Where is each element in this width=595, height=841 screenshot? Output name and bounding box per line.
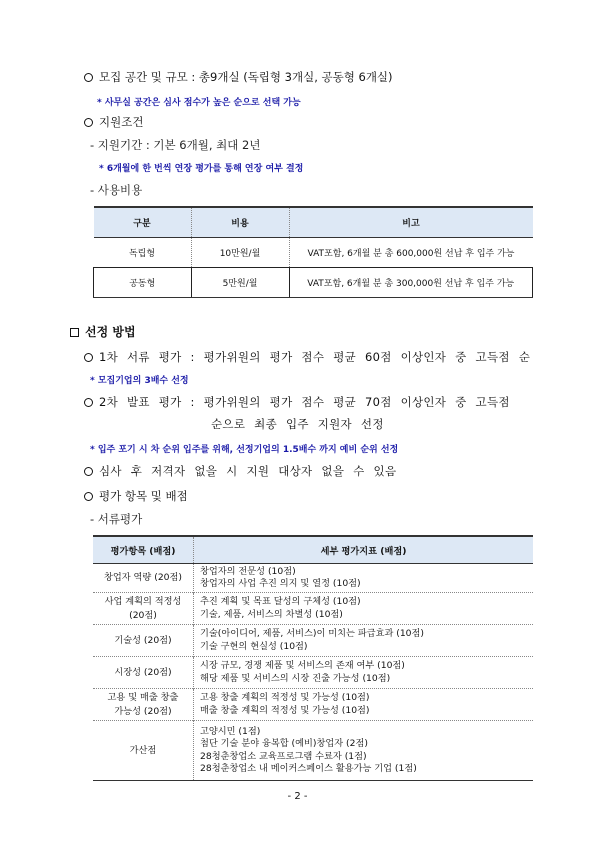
table-row xyxy=(94,238,533,268)
eval-category: 가산점 xyxy=(93,721,194,781)
eval-header: 평가항목 (배점) xyxy=(93,536,194,564)
circle-bullet-icon xyxy=(84,353,93,362)
fee-header: 비고 xyxy=(289,207,533,238)
eval-category: 시장성 (20점) xyxy=(93,657,194,689)
circle-bullet-icon xyxy=(84,398,93,407)
document-eval-label: - 서류평가 xyxy=(90,512,143,526)
bullet-conditions: 지원조건 xyxy=(84,114,143,130)
section-title: 선정 방법 xyxy=(70,323,136,340)
table-row xyxy=(93,721,533,781)
table-row xyxy=(94,268,533,298)
fee-cell: 공동형 xyxy=(94,268,192,298)
eval-detail: 고용 창출 계획의 적정성 및 가능성 (10점) 매출 창출 계획의 적정성 및 가능성 (10점) xyxy=(194,689,534,721)
circle-bullet-icon xyxy=(84,492,93,501)
eval-category: 고용 및 매출 창출 가능성 (20점) xyxy=(93,689,194,721)
eval-detail: 고양시민 (1점) 첨단 기술 분야 융복합 (예비)창업자 (2점) 28청춘창업소 교육프로그램 수료자 (1점) 28청춘창업소 내 메이커스페이스 활용가능 기업 (1점) xyxy=(194,721,534,781)
eval-detail: 추진 계획 및 목표 달성의 구체성 (10점) 기술, 제품, 서비스의 차별성 (10점) xyxy=(194,593,534,625)
note-multiple: * 모집기업의 3배수 선정 xyxy=(90,376,189,386)
circle-bullet-icon xyxy=(84,118,93,127)
second-eval-cont: 순으로 최종 입주 지원자 선정 xyxy=(211,417,384,431)
usage-fee-label: - 사용비용 xyxy=(90,183,143,197)
bullet-space-size: 모집 공간 및 규모 : 총9개실 (독립형 3개실, 공동형 6개실) xyxy=(84,69,393,85)
note-office-selection: * 사무실 공간은 심사 점수가 높은 순으로 선택 가능 xyxy=(97,98,301,108)
second-eval: 2차 발표 평가 : 평가위원의 평가 점수 평균 70점 이상인자 중 고득점 xyxy=(84,394,510,410)
fee-header: 비용 xyxy=(191,207,289,238)
support-period: - 지원기간 : 기본 6개월, 최대 2년 xyxy=(90,138,261,152)
eval-items: 평가 항목 및 배점 xyxy=(84,488,188,504)
eval-table xyxy=(93,535,533,781)
table-row xyxy=(93,593,533,625)
fee-cell: VAT포함, 6개월 분 총 600,000원 선납 후 입주 가능 xyxy=(289,238,533,268)
fee-cell: 10만원/월 xyxy=(191,238,289,268)
note-reserve: * 입주 포기 시 차 순위 입주를 위해, 선정기업의 1.5배수 까지 예비 순위 선정 xyxy=(90,445,399,455)
eval-category: 창업자 역량 (20점) xyxy=(93,564,194,593)
circle-bullet-icon xyxy=(84,73,93,82)
note-extension: * 6개월에 한 번씩 연장 평가를 통해 연장 여부 결정 xyxy=(99,164,304,174)
page-number: - 2 - xyxy=(287,791,308,802)
fee-table xyxy=(93,206,533,298)
first-eval: 1차 서류 평가 : 평가위원의 평가 점수 평균 60점 이상인자 중 고득점 순 xyxy=(84,349,530,365)
fee-header: 구분 xyxy=(94,207,192,238)
table-row xyxy=(93,657,533,689)
table-row xyxy=(93,625,533,657)
eval-header: 세부 평가지표 (배점) xyxy=(194,536,534,564)
eval-detail: 창업자의 전문성 (10점) 창업자의 사업 추진 의지 및 열정 (10점) xyxy=(194,564,534,593)
fee-cell: 독립형 xyxy=(94,238,192,268)
fee-cell: VAT포함, 6개월 분 총 300,000원 선납 후 입주 가능 xyxy=(289,268,533,298)
no-qualified: 심사 후 저격자 없을 시 지원 대상자 없을 수 있음 xyxy=(84,463,396,479)
table-row xyxy=(93,689,533,721)
fee-cell: 5만원/월 xyxy=(191,268,289,298)
table-row xyxy=(93,564,533,593)
square-bullet-icon xyxy=(70,328,79,337)
eval-detail: 기술(아이디어, 제품, 서비스)이 미치는 파급효과 (10점) 기술 구현의 현실성 (10점) xyxy=(194,625,534,657)
circle-bullet-icon xyxy=(84,467,93,476)
eval-category: 사업 계획의 적정성 (20점) xyxy=(93,593,194,625)
eval-detail: 시장 규모, 경쟁 제품 및 서비스의 존재 여부 (10점) 해당 제품 및 서비스의 시장 진출 가능성 (10점) xyxy=(194,657,534,689)
eval-category: 기술성 (20점) xyxy=(93,625,194,657)
